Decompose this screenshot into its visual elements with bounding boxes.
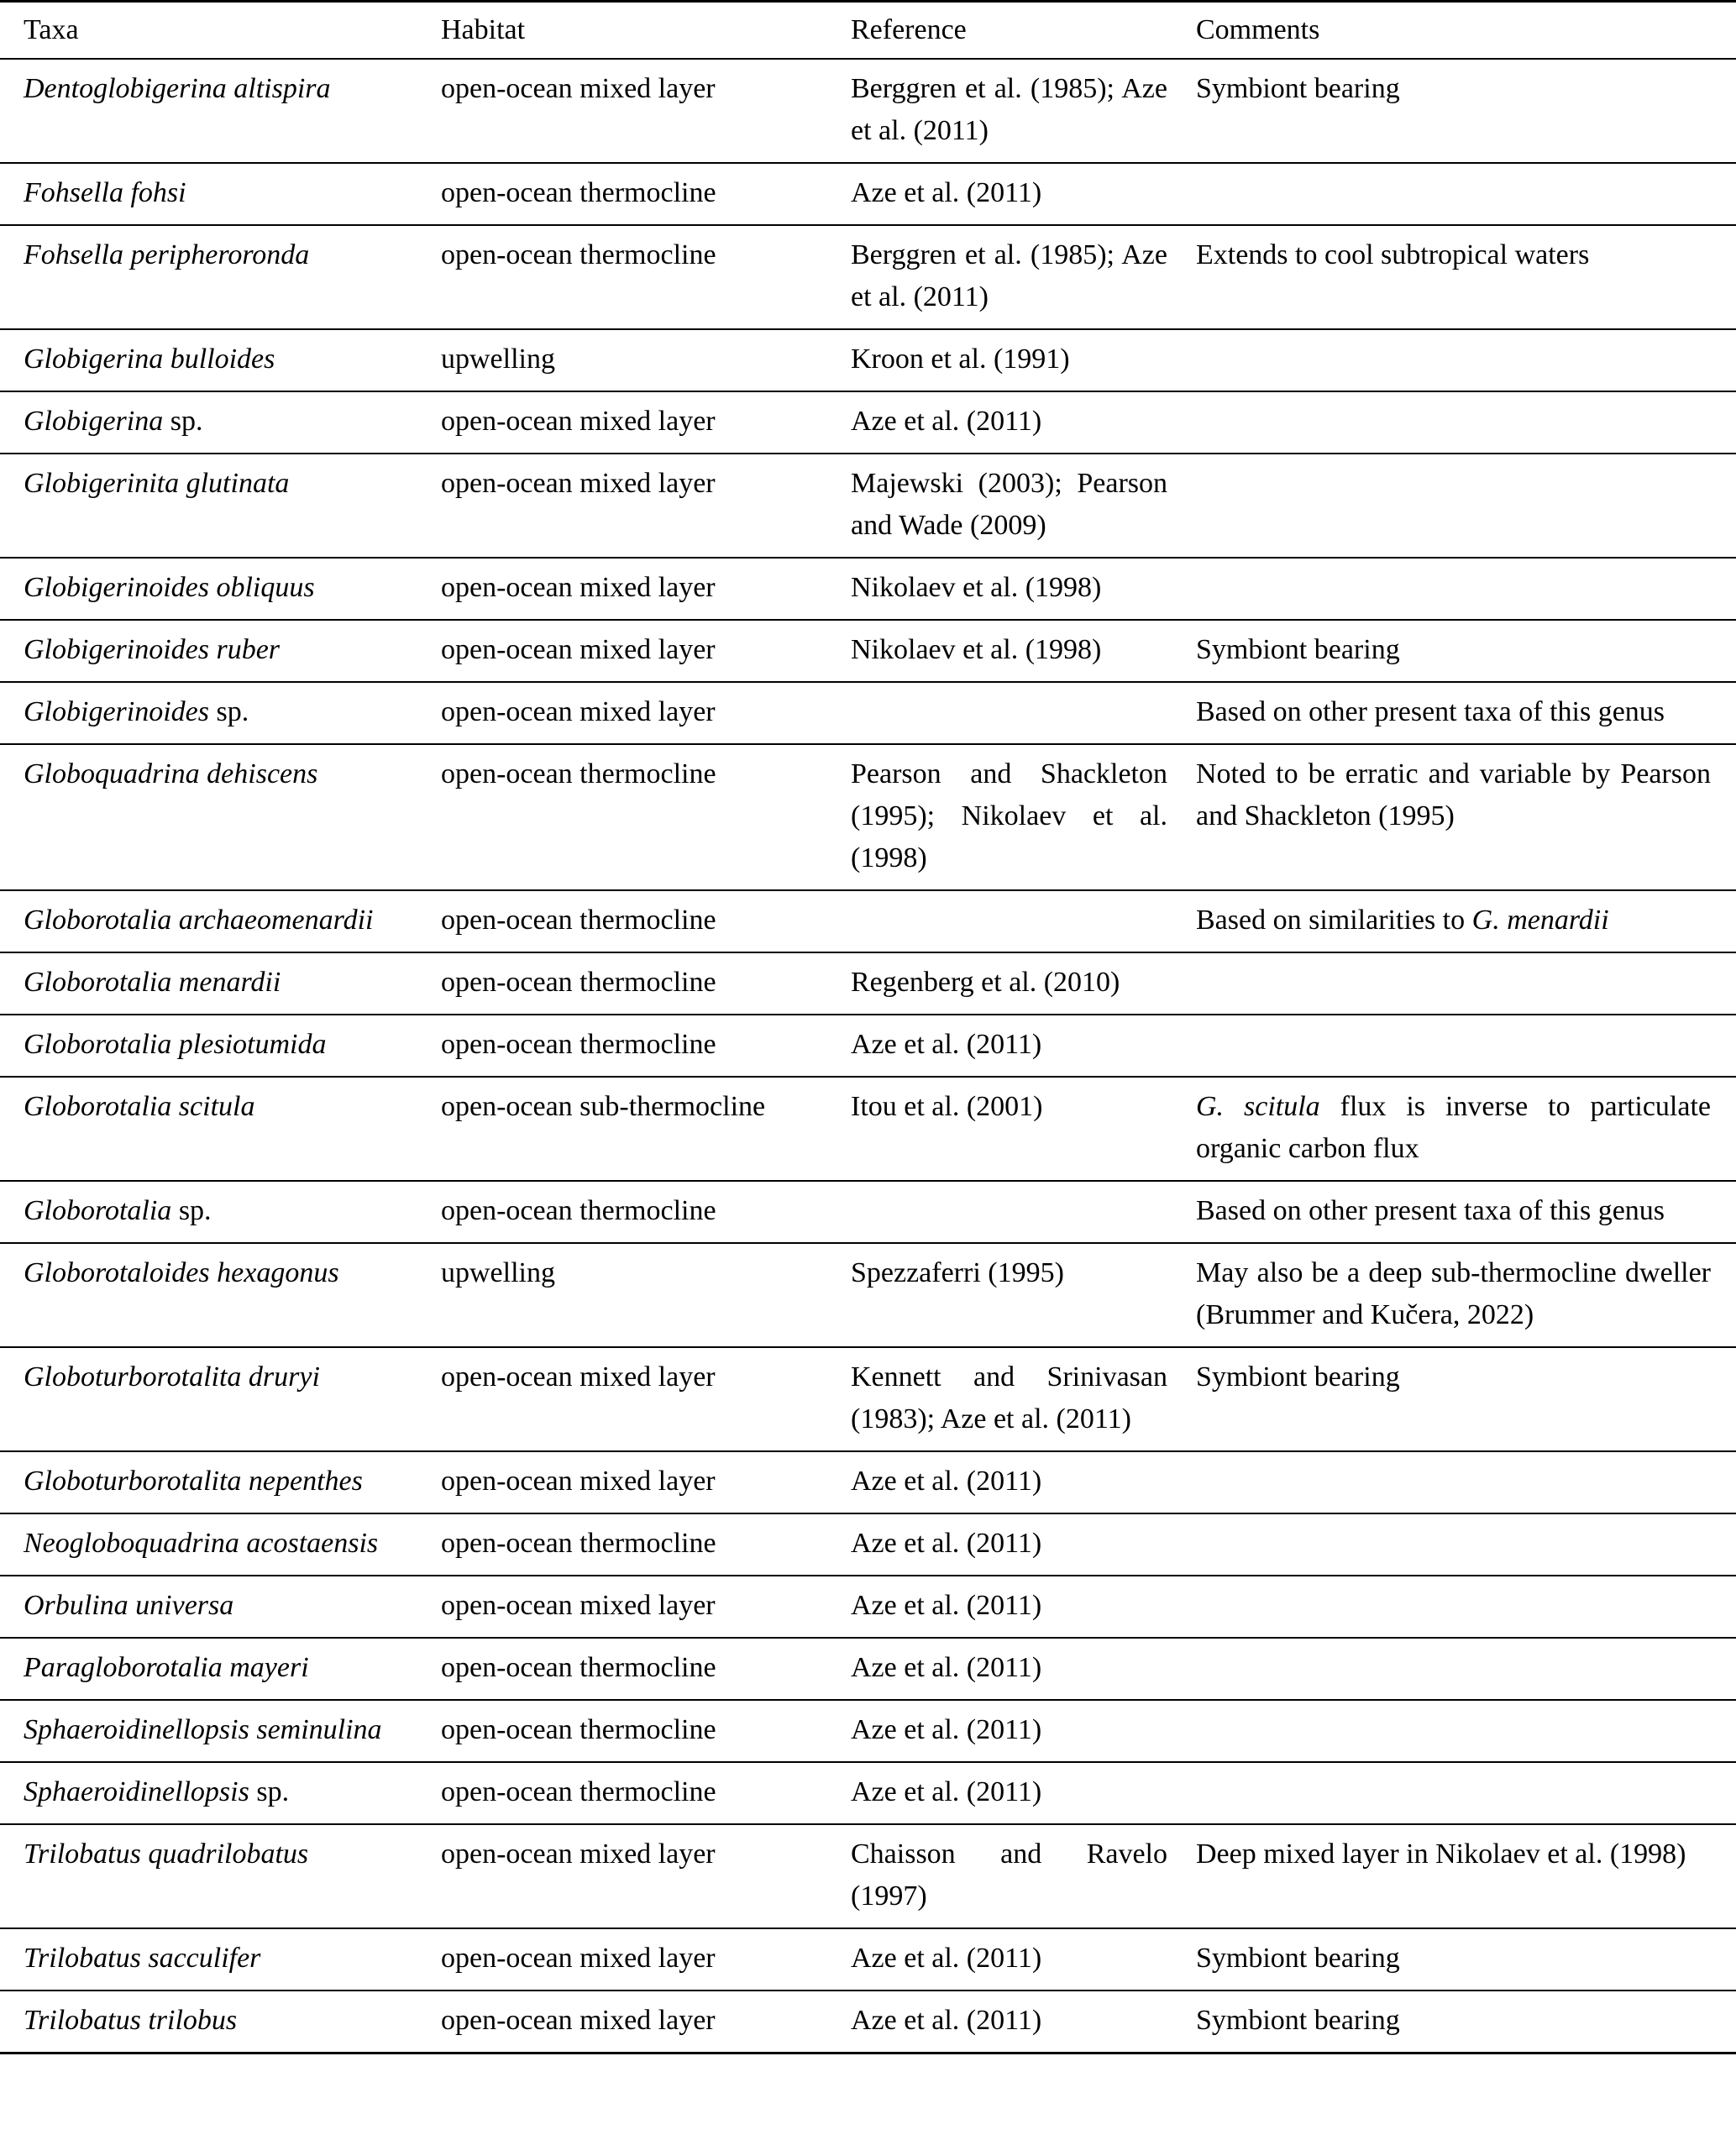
reference-cell: Aze et al. (2011) <box>851 1451 1196 1513</box>
taxa-cell <box>0 558 441 620</box>
taxa-species-name: Globorotalia scitula <box>24 1091 255 1122</box>
taxa-species-name: Orbulina universa <box>24 1590 234 1621</box>
table-row <box>0 1928 1736 1991</box>
taxa-species-name: Globorotalia <box>24 1195 172 1226</box>
comments-cell <box>1196 744 1736 890</box>
taxa-species-name: Trilobatus quadrilobatus <box>24 1838 309 1870</box>
taxa-cell <box>0 1451 441 1513</box>
table-row <box>0 682 1736 744</box>
habitat-cell: open-ocean mixed layer <box>441 1451 851 1513</box>
reference-cell: Regenberg et al. (2010) <box>851 952 1196 1015</box>
table-row <box>0 225 1736 329</box>
habitat-cell: open-ocean mixed layer <box>441 620 851 682</box>
comment-text: Based on other present taxa of this genus <box>1196 696 1665 727</box>
comments-cell <box>1196 1638 1736 1700</box>
comments-cell <box>1196 1451 1736 1513</box>
comments-cell <box>1196 1824 1736 1928</box>
habitat-cell: open-ocean thermocline <box>441 1762 851 1824</box>
comments-cell <box>1196 391 1736 454</box>
taxa-cell <box>0 329 441 391</box>
taxa-species-name: Neogloboquadrina acostaensis <box>24 1528 379 1559</box>
habitat-cell: open-ocean mixed layer <box>441 1991 851 2053</box>
comments-cell <box>1196 59 1736 163</box>
column-header-comments: Comments <box>1196 2 1736 60</box>
table-row <box>0 1451 1736 1513</box>
taxa-species-name: Globorotalia archaeomenardii <box>24 905 374 936</box>
table-row <box>0 454 1736 558</box>
reference-cell: Aze et al. (2011) <box>851 1638 1196 1700</box>
table-row <box>0 890 1736 952</box>
taxa-cell <box>0 682 441 744</box>
table-row <box>0 1181 1736 1243</box>
comments-cell <box>1196 1991 1736 2053</box>
taxa-cell <box>0 454 441 558</box>
habitat-cell: open-ocean thermocline <box>441 1015 851 1077</box>
habitat-cell: open-ocean mixed layer <box>441 73 716 104</box>
comments-cell <box>1196 952 1736 1015</box>
taxa-cell <box>0 1824 441 1928</box>
table-row <box>0 1243 1736 1347</box>
reference-cell: Aze et al. (2011) <box>851 1991 1196 2053</box>
taxa-species-name: Fohsella fohsi <box>24 177 186 208</box>
taxa-cell <box>0 1015 441 1077</box>
table-row <box>0 1638 1736 1700</box>
table-row <box>0 1576 1736 1638</box>
table-row <box>0 391 1736 454</box>
comments-cell <box>1196 1243 1736 1347</box>
reference-cell: Aze et al. (2011) <box>851 1015 1196 1077</box>
reference-cell <box>851 682 1196 744</box>
comment-species-name: G. scitula <box>1196 1091 1320 1122</box>
reference-cell: Itou et al. (2001) <box>851 1077 1196 1181</box>
habitat-cell: upwelling <box>441 329 851 391</box>
comment-text: Symbiont bearing <box>1196 73 1400 104</box>
taxa-species-name: Globigerinita glutinata <box>24 468 290 499</box>
reference-cell: Aze et al. (2011) <box>851 1513 1196 1576</box>
taxa-species-name: Globorotalia plesiotumida <box>24 1029 327 1060</box>
habitat-cell: open-ocean mixed layer <box>441 558 851 620</box>
comments-cell <box>1196 1576 1736 1638</box>
reference-cell: Aze et al. (2011) <box>851 1928 1196 1991</box>
comment-text-after: flux is inverse to particulate organic carbon flux <box>1196 1091 1711 1164</box>
comments-cell <box>1196 1928 1736 1991</box>
taxa-species-name: Sphaeroidinellopsis <box>24 1776 249 1807</box>
column-header-reference: Reference <box>851 2 1196 60</box>
taxa-cell <box>0 1243 441 1347</box>
table-row <box>0 1700 1736 1762</box>
table-row <box>0 1015 1736 1077</box>
comments-cell <box>1196 1513 1736 1576</box>
table-row <box>0 1824 1736 1928</box>
habitat-cell: open-ocean thermocline <box>441 952 851 1015</box>
reference-cell: Nikolaev et al. (1998) <box>851 558 1196 620</box>
taxa-cell <box>0 890 441 952</box>
reference-cell: Majewski (2003); Pearson and Wade (2009) <box>851 454 1196 558</box>
habitat-cell: open-ocean mixed layer <box>441 1347 851 1451</box>
table-row <box>0 620 1736 682</box>
taxa-cell <box>0 1638 441 1700</box>
taxa-species-name: Trilobatus sacculifer <box>24 1943 261 1974</box>
taxa-species-name: Globigerina <box>24 406 164 437</box>
reference-cell: Aze et al. (2011) <box>851 391 1196 454</box>
comments-cell <box>1196 1015 1736 1077</box>
taxa-cell <box>0 1513 441 1576</box>
comment-text: Symbiont bearing <box>1196 1361 1400 1393</box>
taxa-species-name: Sphaeroidinellopsis seminulina <box>24 1714 382 1745</box>
table-row <box>0 1513 1736 1576</box>
taxa-species-name: Globoturborotalita nepenthes <box>24 1466 363 1497</box>
comments-cell <box>1196 682 1736 744</box>
comments-cell <box>1196 329 1736 391</box>
comment-text: Symbiont bearing <box>1196 1943 1400 1974</box>
habitat-cell: open-ocean mixed layer <box>441 1824 851 1928</box>
comment-text: Symbiont bearing <box>1196 2005 1400 2036</box>
header-row <box>0 2 1736 60</box>
reference-cell: Aze et al. (2011) <box>851 1762 1196 1824</box>
table-row <box>0 952 1736 1015</box>
habitat-cell: open-ocean mixed layer <box>441 391 851 454</box>
taxa-species-name: Fohsella peripheroronda <box>24 239 310 270</box>
taxa-species-name: Globoturborotalita druryi <box>24 1361 320 1393</box>
comments-cell <box>1196 1762 1736 1824</box>
taxa-species-name: Paragloborotalia mayeri <box>24 1652 309 1683</box>
taxa-cell <box>0 744 441 890</box>
table-row <box>0 329 1736 391</box>
habitat-cell: open-ocean mixed layer <box>441 1928 851 1991</box>
taxa-open-nomenclature-suffix: sp. <box>171 1195 212 1226</box>
taxa-cell <box>0 391 441 454</box>
table-row <box>0 1762 1736 1824</box>
comments-cell <box>1196 1181 1736 1243</box>
reference-cell: Chaisson and Ravelo (1997) <box>851 1824 1196 1928</box>
habitat-cell: open-ocean thermocline <box>441 163 851 225</box>
taxa-species-name: Globigerinoides <box>24 696 209 727</box>
comment-text: Noted to be erratic and variable by Pearson and Shackleton (1995) <box>1196 758 1711 831</box>
table-row <box>0 1347 1736 1451</box>
comments-cell <box>1196 558 1736 620</box>
taxa-cell <box>0 1991 441 2053</box>
habitat-cell: open-ocean thermocline <box>441 744 851 890</box>
taxa-species-name: Dentoglobigerina altispira <box>24 73 331 104</box>
table-row <box>0 59 1736 163</box>
habitat-cell: open-ocean mixed layer <box>441 454 851 558</box>
taxa-open-nomenclature-suffix: sp. <box>208 696 249 727</box>
habitat-cell: open-ocean sub-thermocline <box>441 1077 851 1181</box>
table-row <box>0 558 1736 620</box>
column-header-taxa: Taxa <box>0 2 441 60</box>
comment-text: Based on similarities to <box>1196 905 1472 936</box>
taxa-species-name: Globigerina bulloides <box>24 344 275 375</box>
taxa-cell <box>0 1700 441 1762</box>
taxa-cell <box>0 163 441 225</box>
taxa-open-nomenclature-suffix: sp. <box>249 1776 290 1807</box>
comments-cell <box>1196 163 1736 225</box>
reference-cell: Berggren et al. (1985); Aze et al. (2011) <box>851 73 1167 146</box>
reference-cell: Nikolaev et al. (1998) <box>851 620 1196 682</box>
comments-cell <box>1196 620 1736 682</box>
taxa-cell <box>0 1576 441 1638</box>
table-row <box>0 1991 1736 2053</box>
taxa-cell <box>0 225 441 329</box>
habitat-cell: open-ocean mixed layer <box>441 682 851 744</box>
taxa-cell <box>0 59 441 163</box>
comment-text: Deep mixed layer in Nikolaev et al. (1998) <box>1196 1838 1686 1870</box>
reference-cell: Kennett and Srinivasan (1983); Aze et al. (2011) <box>851 1347 1196 1451</box>
taxa-cell <box>0 1928 441 1991</box>
habitat-cell: upwelling <box>441 1243 851 1347</box>
taxa-species-name: Globorotalia menardii <box>24 967 281 998</box>
comments-cell <box>1196 454 1736 558</box>
habitat-cell: open-ocean thermocline <box>441 1700 851 1762</box>
taxa-species-name: Globigerinoides ruber <box>24 634 281 665</box>
habitat-cell: open-ocean mixed layer <box>441 1576 851 1638</box>
taxa-open-nomenclature-suffix: sp. <box>163 406 203 437</box>
comment-species-name: G. menardii <box>1471 905 1609 936</box>
comment-text: May also be a deep sub-thermocline dweller (Brummer and Kučera, 2022) <box>1196 1257 1711 1330</box>
reference-cell: Pearson and Shackleton (1995); Nikolaev et al. (1998) <box>851 744 1196 890</box>
table-row <box>0 163 1736 225</box>
taxa-cell <box>0 1347 441 1451</box>
taxa-species-name: Globoquadrina dehiscens <box>24 758 318 789</box>
taxa-cell <box>0 620 441 682</box>
comments-cell <box>1196 1077 1736 1181</box>
taxa-species-name: Globorotaloides hexagonus <box>24 1257 339 1288</box>
column-header-habitat: Habitat <box>441 2 851 60</box>
reference-cell <box>851 1181 1196 1243</box>
comments-cell <box>1196 225 1736 329</box>
comments-cell <box>1196 890 1736 952</box>
table-row <box>0 744 1736 890</box>
reference-cell: Berggren et al. (1985); Aze et al. (2011) <box>851 225 1196 329</box>
habitat-cell: open-ocean thermocline <box>441 225 851 329</box>
comment-text: Symbiont bearing <box>1196 634 1400 665</box>
taxa-cell <box>0 1762 441 1824</box>
comment-text: Based on other present taxa of this genus <box>1196 1195 1665 1226</box>
comments-cell <box>1196 1700 1736 1762</box>
taxa-species-name: Globigerinoides obliquus <box>24 572 315 603</box>
table-row <box>0 1077 1736 1181</box>
comments-cell <box>1196 1347 1736 1451</box>
reference-cell: Aze et al. (2011) <box>851 1700 1196 1762</box>
taxa-cell <box>0 1077 441 1181</box>
reference-cell: Aze et al. (2011) <box>851 163 1196 225</box>
reference-cell: Kroon et al. (1991) <box>851 329 1196 391</box>
comment-text: Extends to cool subtropical waters <box>1196 239 1590 270</box>
reference-cell <box>851 890 1196 952</box>
taxa-cell <box>0 1181 441 1243</box>
habitat-cell: open-ocean thermocline <box>441 890 851 952</box>
reference-cell: Spezzaferri (1995) <box>851 1243 1196 1347</box>
taxa-species-name: Trilobatus trilobus <box>24 2005 238 2036</box>
taxa-cell <box>0 952 441 1015</box>
reference-cell: Aze et al. (2011) <box>851 1576 1196 1638</box>
habitat-cell: open-ocean thermocline <box>441 1638 851 1700</box>
habitat-cell: open-ocean thermocline <box>441 1513 851 1576</box>
habitat-cell: open-ocean thermocline <box>441 1181 851 1243</box>
